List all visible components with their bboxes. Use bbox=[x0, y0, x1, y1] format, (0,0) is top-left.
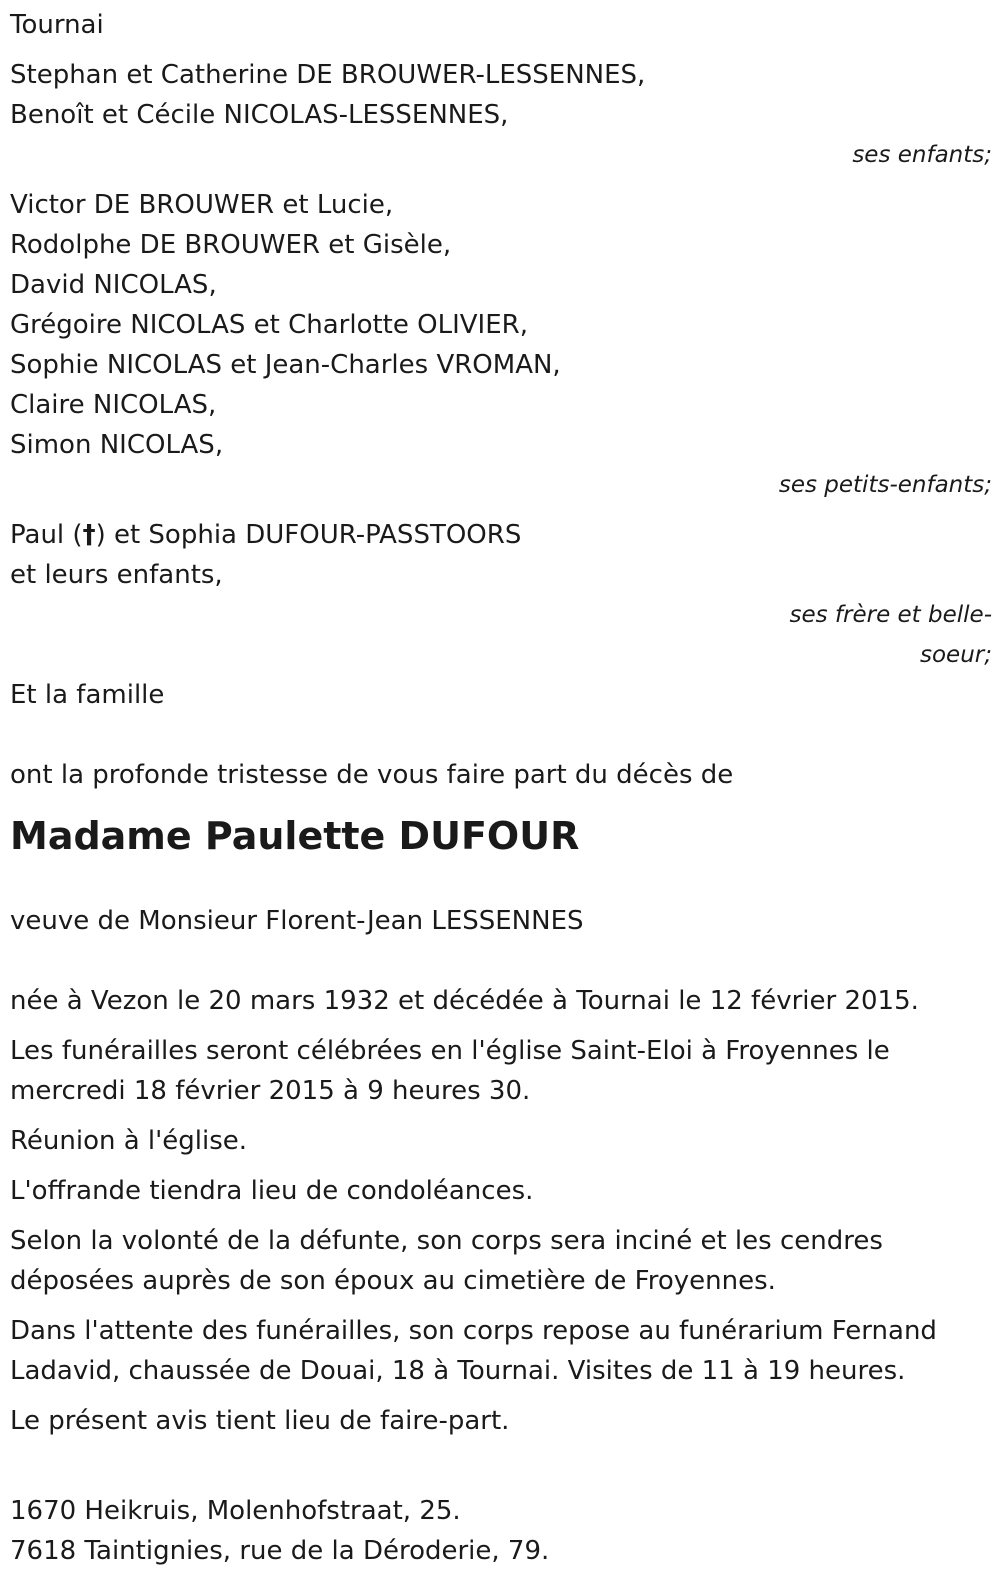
grandchild-line: Claire NICOLAS, bbox=[10, 390, 217, 420]
siblings-role: ses frère et belle- bbox=[789, 602, 992, 628]
sibling-line: et leurs enfants, bbox=[10, 560, 223, 590]
meeting-paragraph: Réunion à l'église. bbox=[10, 1126, 248, 1156]
siblings-block bbox=[10, 515, 992, 675]
grandchild-line: Grégoire NICOLAS et Charlotte OLIVIER, bbox=[10, 310, 528, 340]
children-block bbox=[10, 55, 992, 175]
address-line: 7618 Taintignies, rue de la Déroderie, 79. bbox=[10, 1536, 550, 1566]
spacer bbox=[10, 505, 992, 515]
notice-paragraph: Le présent avis tient lieu de faire-part. bbox=[10, 1406, 510, 1436]
grandchild-line: Rodolphe DE BROUWER et Gisèle, bbox=[10, 230, 452, 260]
grandchildren-role: ses petits-enfants; bbox=[778, 472, 992, 498]
offering-paragraph: L'offrande tiendra lieu de condoléances. bbox=[10, 1176, 534, 1206]
grandchild-line: Victor DE BROUWER et Lucie, bbox=[10, 190, 394, 220]
funerarium-paragraph: Dans l'attente des funérailles, son corps repose au funérarium Fernand Ladavid, chaussée de Douai, 18 à Tournai. Visites de 11 à 19 heures. bbox=[10, 1316, 937, 1386]
grandchild-line: David NICOLAS, bbox=[10, 270, 217, 300]
spacer bbox=[10, 941, 992, 981]
grandchild-line: Sophie NICOLAS et Jean-Charles VROMAN, bbox=[10, 350, 561, 380]
obituary-notice bbox=[10, 5, 992, 1571]
spacer bbox=[10, 1451, 992, 1491]
cross-icon: † bbox=[82, 520, 96, 550]
address-line: 1670 Heikruis, Molenhofstraat, 25. bbox=[10, 1496, 461, 1526]
spacer bbox=[10, 715, 992, 755]
addresses-block bbox=[10, 1491, 992, 1571]
family-line: Et la famille bbox=[10, 680, 165, 710]
cremation-paragraph: Selon la volonté de la défunte, son corps sera inciné et les cendres déposées auprès de son époux au cimetière de Froyennes. bbox=[10, 1226, 883, 1296]
announcement-text: ont la profonde tristesse de vous faire part du décès de bbox=[10, 760, 734, 790]
grandchildren-block bbox=[10, 185, 992, 505]
sibling-name-start: Paul ( bbox=[10, 520, 83, 550]
spacer bbox=[10, 795, 992, 805]
children-role: ses enfants; bbox=[852, 142, 992, 168]
place-name: Tournai bbox=[10, 10, 104, 40]
deceased-name: Madame Paulette DUFOUR bbox=[10, 814, 580, 858]
spacer bbox=[10, 45, 992, 55]
spacer bbox=[10, 861, 992, 901]
sibling-line bbox=[10, 515, 992, 555]
widow-of-line: veuve de Monsieur Florent-Jean LESSENNES bbox=[10, 906, 584, 936]
funeral-paragraph: Les funérailles seront célébrées en l'église Saint-Eloi à Froyennes le mercredi 18 février 2015 à 9 heures 30. bbox=[10, 1036, 890, 1106]
grandchild-line: Simon NICOLAS, bbox=[10, 430, 224, 460]
spacer bbox=[10, 175, 992, 185]
child-line: Benoît et Cécile NICOLAS-LESSENNES, bbox=[10, 100, 509, 130]
siblings-role-continued: soeur; bbox=[920, 642, 992, 668]
birth-death-paragraph: née à Vezon le 20 mars 1932 et décédée à Tournai le 12 février 2015. bbox=[10, 986, 919, 1016]
sibling-name-end: ) et Sophia DUFOUR-PASSTOORS bbox=[95, 520, 522, 550]
child-line: Stephan et Catherine DE BROUWER-LESSENNES, bbox=[10, 60, 646, 90]
